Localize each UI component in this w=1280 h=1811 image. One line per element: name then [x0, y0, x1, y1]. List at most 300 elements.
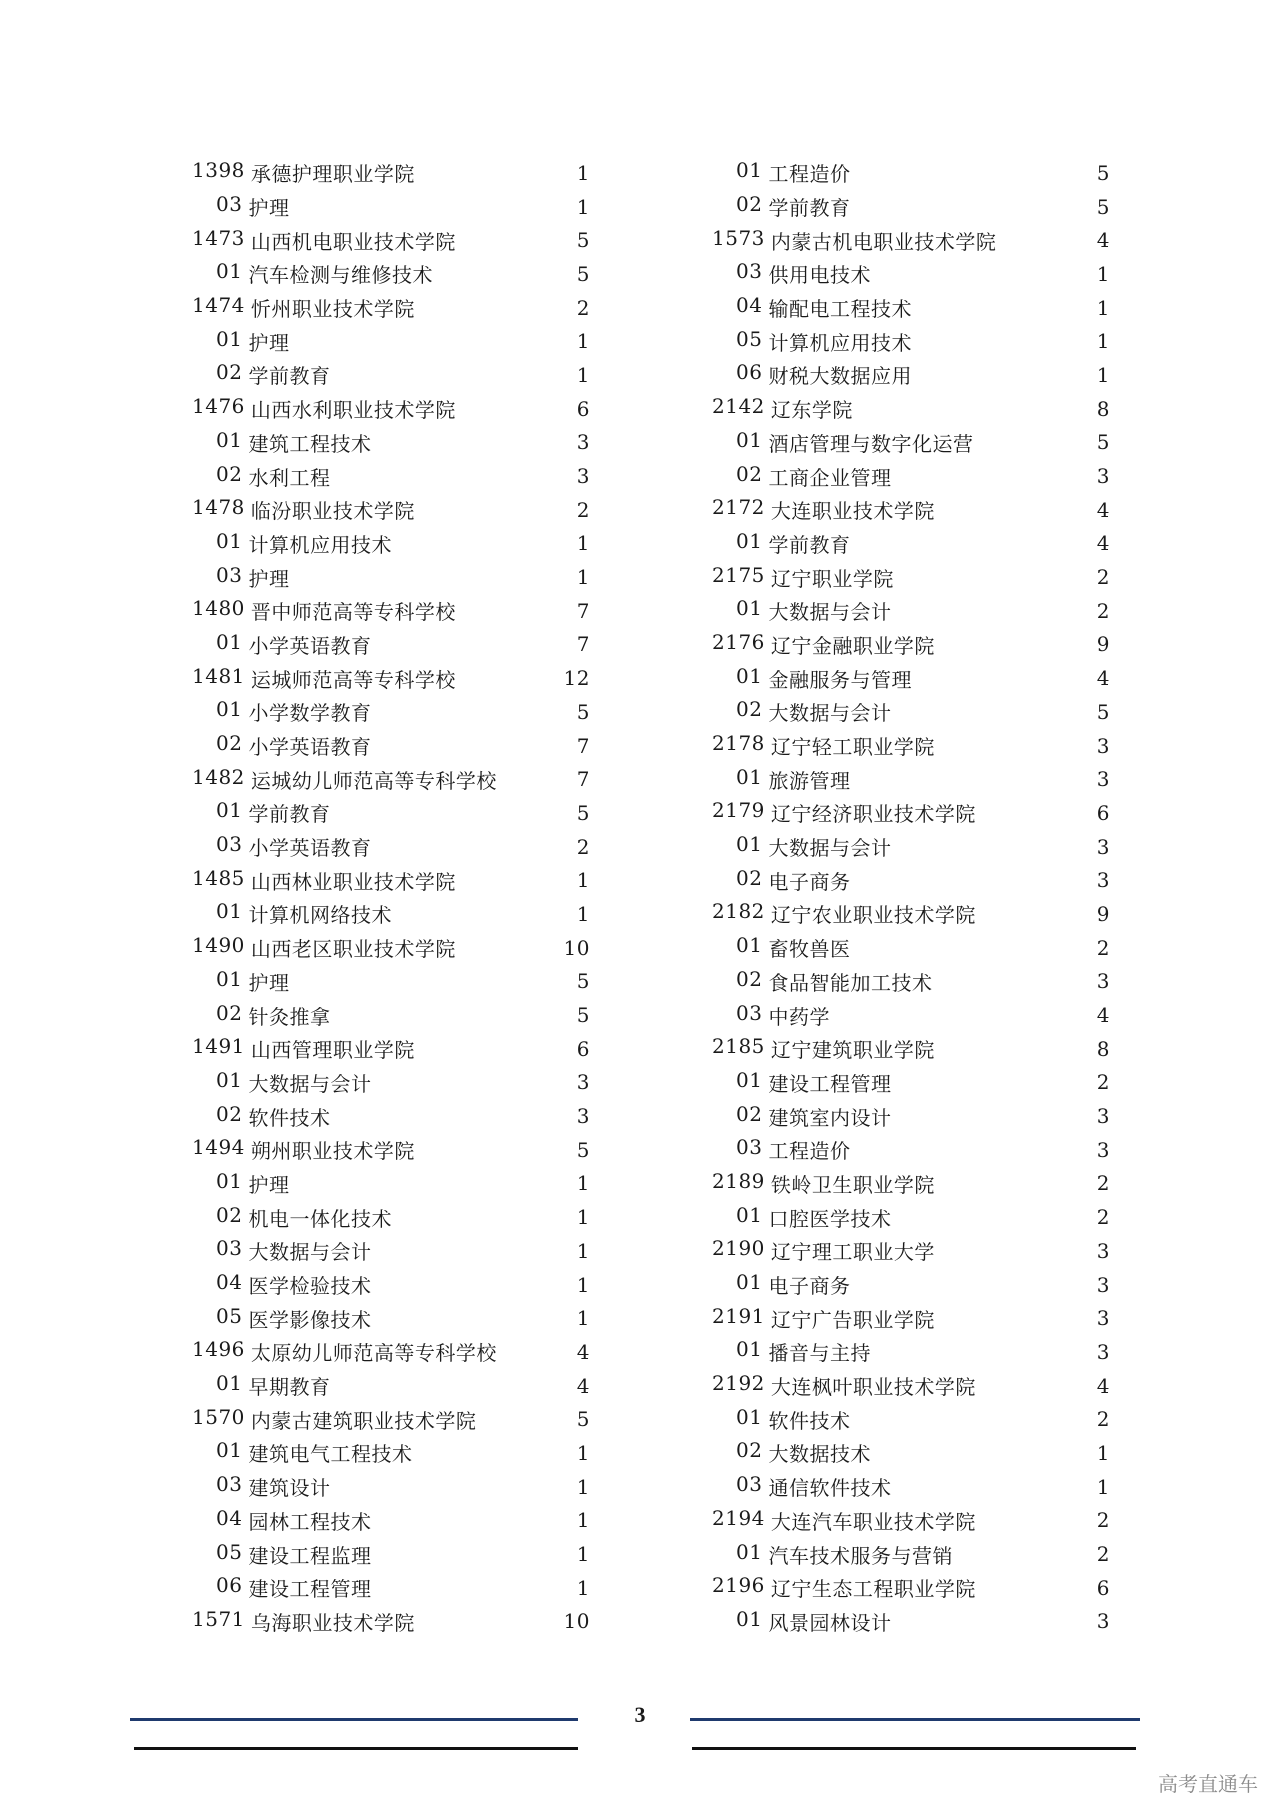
- school-row: [192, 1133, 590, 1167]
- major-name: 软件技术: [768, 1408, 851, 1433]
- school-name: 大连枫叶职业技术学院: [770, 1375, 976, 1400]
- major-name: 学前教育: [768, 532, 851, 557]
- quota-count: 7: [576, 733, 590, 758]
- quota-count: 7: [576, 598, 590, 623]
- major-name: 护理: [248, 970, 290, 995]
- entry-label: [712, 259, 871, 288]
- major-name: 针灸推拿: [248, 1004, 331, 1029]
- major-code: 02: [736, 461, 763, 486]
- school-name: 山西机电职业技术学院: [250, 229, 456, 254]
- school-row: [712, 729, 1110, 763]
- major-code: 03: [216, 192, 243, 217]
- major-row: [192, 1268, 590, 1302]
- school-row: [712, 897, 1110, 931]
- entry-label: [712, 1236, 935, 1265]
- school-row: [192, 291, 590, 325]
- major-row: [192, 1436, 590, 1470]
- school-code: 2178: [712, 731, 765, 756]
- school-row: [712, 628, 1110, 662]
- major-code: 01: [216, 326, 243, 351]
- quota-count: 3: [1096, 767, 1110, 792]
- entry-label: [712, 495, 935, 524]
- quota-count: 5: [1096, 699, 1110, 724]
- major-row: [712, 426, 1110, 460]
- school-name: 辽宁经济职业技术学院: [770, 802, 976, 827]
- quota-count: 3: [1096, 868, 1110, 893]
- major-code: 01: [216, 528, 243, 553]
- quota-count: 3: [576, 1070, 590, 1095]
- major-code: 03: [216, 1236, 243, 1261]
- major-row: [712, 1402, 1110, 1436]
- major-name: 早期教育: [248, 1375, 331, 1400]
- quota-count: 1: [576, 1508, 590, 1533]
- entry-label: [712, 1135, 850, 1164]
- entry-label: [192, 1607, 415, 1636]
- major-name: 口腔医学技术: [768, 1206, 892, 1231]
- major-row: [192, 628, 590, 662]
- entry-label: [192, 495, 415, 524]
- major-name: 小学英语教育: [248, 633, 372, 658]
- major-row: [192, 459, 590, 493]
- school-name: 朔州职业技术学院: [250, 1139, 415, 1164]
- quota-count: 1: [1096, 1440, 1110, 1465]
- school-name: 忻州职业技术学院: [250, 297, 415, 322]
- major-row: [192, 1200, 590, 1234]
- quota-count: 6: [1096, 800, 1110, 825]
- major-code: 01: [216, 427, 243, 452]
- major-code: 02: [736, 1101, 763, 1126]
- quota-count: 1: [576, 1306, 590, 1331]
- entry-label: [192, 832, 371, 861]
- quota-count: 2: [1096, 1508, 1110, 1533]
- quota-count: 4: [1096, 1003, 1110, 1028]
- entry-label: [712, 1203, 891, 1232]
- entry-label: [192, 1540, 371, 1569]
- entry-label: [712, 1607, 891, 1636]
- entry-label: [712, 933, 850, 962]
- entry-label: [192, 664, 456, 693]
- major-code: 01: [736, 1067, 763, 1092]
- major-code: 01: [216, 798, 243, 823]
- major-row: [192, 527, 590, 561]
- major-code: 02: [216, 1000, 243, 1025]
- quota-count: 5: [576, 969, 590, 994]
- major-code: 03: [216, 562, 243, 587]
- right-column: [712, 156, 1110, 1638]
- entry-label: [712, 226, 996, 255]
- school-code: 1573: [712, 225, 765, 250]
- quota-count: 4: [1096, 228, 1110, 253]
- major-row: [712, 527, 1110, 561]
- quota-count: 2: [1096, 1171, 1110, 1196]
- quota-count: 1: [576, 1542, 590, 1567]
- entry-label: [712, 1270, 850, 1299]
- major-code: 01: [736, 596, 763, 621]
- entry-label: [192, 259, 433, 288]
- quota-count: 2: [576, 295, 590, 320]
- school-row: [192, 594, 590, 628]
- entry-label: [712, 1573, 976, 1602]
- entry-label: [712, 1438, 871, 1467]
- major-code: 01: [736, 427, 763, 452]
- major-name: 大数据与会计: [248, 1240, 372, 1265]
- major-row: [192, 1369, 590, 1403]
- page-number: 3: [634, 1702, 646, 1727]
- major-code: 01: [736, 1539, 763, 1564]
- entry-label: [192, 1337, 497, 1366]
- major-name: 小学数学教育: [248, 701, 372, 726]
- entry-label: [712, 798, 976, 827]
- major-row: [712, 762, 1110, 796]
- quota-count: 1: [576, 1272, 590, 1297]
- major-name: 大数据与会计: [248, 1071, 372, 1096]
- school-name: 晋中师范高等专科学校: [250, 600, 456, 625]
- major-name: 水利工程: [248, 465, 331, 490]
- major-name: 中药学: [768, 1004, 830, 1029]
- entry-label: [192, 1001, 330, 1030]
- major-code: 01: [216, 629, 243, 654]
- school-code: 2179: [712, 798, 765, 823]
- school-row: [712, 493, 1110, 527]
- quota-count: 7: [576, 632, 590, 657]
- major-row: [712, 1470, 1110, 1504]
- major-row: [192, 1301, 590, 1335]
- entry-label: [192, 697, 371, 726]
- major-row: [192, 426, 590, 460]
- major-name: 财税大数据应用: [768, 364, 912, 389]
- quota-count: 7: [576, 767, 590, 792]
- major-code: 03: [736, 1000, 763, 1025]
- major-code: 02: [216, 1202, 243, 1227]
- entry-label: [192, 899, 392, 928]
- school-name: 大连职业技术学院: [770, 499, 935, 524]
- major-row: [192, 965, 590, 999]
- school-code: 2142: [712, 394, 765, 419]
- school-code: 2190: [712, 1236, 765, 1261]
- major-row: [192, 1066, 590, 1100]
- entry-label: [192, 1135, 415, 1164]
- entry-label: [192, 1371, 330, 1400]
- quota-count: 5: [1096, 430, 1110, 455]
- entry-label: [192, 1472, 330, 1501]
- entry-label: [712, 327, 912, 356]
- major-name: 供用电技术: [768, 263, 871, 288]
- school-name: 辽宁金融职业学院: [770, 633, 935, 658]
- school-row: [712, 1234, 1110, 1268]
- major-name: 护理: [248, 566, 290, 591]
- entry-label: [712, 1371, 976, 1400]
- school-code: 1476: [192, 394, 245, 419]
- quota-count: 5: [576, 228, 590, 253]
- school-code: 2172: [712, 495, 765, 520]
- quota-count: 3: [576, 430, 590, 455]
- entry-label: [192, 428, 371, 457]
- school-code: 1481: [192, 663, 245, 688]
- school-name: 内蒙古机电职业技术学院: [770, 229, 997, 254]
- major-code: 01: [736, 933, 763, 958]
- entry-label: [192, 798, 330, 827]
- major-name: 建筑设计: [248, 1476, 331, 1501]
- entry-label: [192, 1506, 371, 1535]
- major-code: 01: [736, 1337, 763, 1362]
- major-code: 04: [736, 293, 763, 318]
- major-row: [192, 560, 590, 594]
- major-code: 02: [736, 1438, 763, 1463]
- major-row: [192, 358, 590, 392]
- quota-count: 4: [1096, 1373, 1110, 1398]
- quota-count: 5: [1096, 194, 1110, 219]
- school-code: 2192: [712, 1371, 765, 1396]
- quota-count: 10: [563, 1609, 590, 1634]
- major-name: 通信软件技术: [768, 1476, 892, 1501]
- entry-label: [712, 630, 935, 659]
- entry-label: [192, 1169, 289, 1198]
- quota-count: 1: [576, 1171, 590, 1196]
- school-code: 1571: [192, 1606, 245, 1631]
- major-name: 建筑工程技术: [248, 431, 372, 456]
- quota-count: 3: [1096, 1339, 1110, 1364]
- quota-count: 4: [576, 1373, 590, 1398]
- school-name: 运城师范高等专科学校: [250, 667, 456, 692]
- major-row: [192, 1571, 590, 1605]
- entry-label: [192, 1270, 371, 1299]
- quota-count: 3: [1096, 1609, 1110, 1634]
- entry-label: [712, 360, 912, 389]
- major-code: 03: [736, 1472, 763, 1497]
- major-row: [712, 863, 1110, 897]
- school-code: 2189: [712, 1168, 765, 1193]
- entry-label: [712, 1304, 935, 1333]
- quota-count: 1: [576, 1205, 590, 1230]
- quota-count: 3: [1096, 733, 1110, 758]
- major-row: [712, 324, 1110, 358]
- quota-count: 1: [576, 565, 590, 590]
- school-name: 辽宁广告职业学院: [770, 1307, 935, 1332]
- entry-label: [192, 226, 456, 255]
- major-name: 学前教育: [248, 364, 331, 389]
- quota-count: 1: [576, 194, 590, 219]
- major-row: [192, 190, 590, 224]
- quota-count: 1: [1096, 1474, 1110, 1499]
- quota-count: 2: [576, 497, 590, 522]
- school-row: [192, 223, 590, 257]
- major-row: [192, 1167, 590, 1201]
- major-name: 护理: [248, 1172, 290, 1197]
- major-code: 01: [216, 1168, 243, 1193]
- quota-count: 4: [1096, 531, 1110, 556]
- school-row: [712, 1504, 1110, 1538]
- school-code: 1478: [192, 495, 245, 520]
- major-code: 01: [736, 1270, 763, 1295]
- major-row: [192, 257, 590, 291]
- major-code: 01: [736, 1404, 763, 1429]
- major-name: 计算机应用技术: [768, 330, 912, 355]
- quota-count: 1: [1096, 261, 1110, 286]
- major-code: 04: [216, 1505, 243, 1530]
- entry-label: [712, 731, 935, 760]
- entry-label: [712, 1169, 935, 1198]
- major-row: [192, 695, 590, 729]
- major-row: [192, 998, 590, 1032]
- quota-count: 5: [576, 261, 590, 286]
- school-name: 内蒙古建筑职业技术学院: [250, 1408, 477, 1433]
- major-name: 风景园林设计: [768, 1610, 892, 1635]
- school-name: 辽宁轻工职业学院: [770, 735, 935, 760]
- major-row: [712, 1436, 1110, 1470]
- quota-count: 1: [1096, 295, 1110, 320]
- entry-label: [192, 462, 330, 491]
- school-name: 山西管理职业学院: [250, 1038, 415, 1063]
- major-row: [712, 998, 1110, 1032]
- major-row: [712, 459, 1110, 493]
- entry-label: [712, 899, 976, 928]
- entry-label: [712, 1102, 891, 1131]
- major-row: [712, 257, 1110, 291]
- major-name: 学前教育: [248, 802, 331, 827]
- major-name: 酒店管理与数字化运营: [768, 431, 974, 456]
- major-code: 02: [216, 461, 243, 486]
- entry-label: [712, 563, 894, 592]
- quota-count: 1: [576, 1238, 590, 1263]
- quota-count: 5: [576, 1003, 590, 1028]
- major-name: 汽车检测与维修技术: [248, 263, 433, 288]
- quota-count: 9: [1096, 901, 1110, 926]
- quota-count: 1: [576, 1575, 590, 1600]
- entry-label: [192, 933, 456, 962]
- major-row: [192, 324, 590, 358]
- entry-label: [192, 866, 456, 895]
- major-name: 医学检验技术: [248, 1274, 372, 1299]
- quota-count: 3: [576, 1104, 590, 1129]
- major-row: [712, 291, 1110, 325]
- school-code: 1398: [192, 158, 245, 183]
- school-row: [712, 1167, 1110, 1201]
- school-row: [192, 1032, 590, 1066]
- entry-label: [192, 360, 330, 389]
- quota-count: 3: [1096, 834, 1110, 859]
- major-name: 播音与主持: [768, 1341, 871, 1366]
- footer-line-bottom-left: [134, 1747, 578, 1750]
- major-code: 06: [736, 360, 763, 385]
- school-name: 乌海职业技术学院: [250, 1610, 415, 1635]
- major-code: 01: [216, 1438, 243, 1463]
- quota-count: 3: [1096, 1306, 1110, 1331]
- major-name: 计算机应用技术: [248, 532, 392, 557]
- school-code: 1474: [192, 293, 245, 318]
- school-code: 1482: [192, 764, 245, 789]
- quota-count: 9: [1096, 632, 1110, 657]
- quota-count: 2: [1096, 1070, 1110, 1095]
- entry-label: [712, 192, 850, 221]
- school-row: [192, 1402, 590, 1436]
- quota-count: 3: [1096, 1104, 1110, 1129]
- entry-label: [192, 327, 289, 356]
- quota-count: 3: [576, 464, 590, 489]
- quota-count: 8: [1096, 396, 1110, 421]
- major-row: [192, 1234, 590, 1268]
- school-name: 辽宁农业职业技术学院: [770, 903, 976, 928]
- school-row: [712, 1369, 1110, 1403]
- entry-label: [192, 563, 289, 592]
- major-name: 大数据与会计: [768, 836, 892, 861]
- school-row: [712, 1032, 1110, 1066]
- quota-count: 5: [576, 1407, 590, 1432]
- quota-count: 1: [576, 160, 590, 185]
- school-code: 1496: [192, 1337, 245, 1362]
- entry-label: [712, 1506, 976, 1535]
- entry-label: [192, 1236, 371, 1265]
- major-name: 大数据与会计: [768, 600, 892, 625]
- major-row: [712, 594, 1110, 628]
- major-name: 小学英语教育: [248, 836, 372, 861]
- quota-count: 2: [1096, 935, 1110, 960]
- major-name: 建筑室内设计: [768, 1105, 892, 1130]
- school-code: 2185: [712, 1034, 765, 1059]
- school-row: [192, 931, 590, 965]
- major-name: 大数据与会计: [768, 701, 892, 726]
- major-code: 03: [736, 259, 763, 284]
- entry-label: [712, 664, 912, 693]
- major-code: 04: [216, 1270, 243, 1295]
- school-row: [712, 1301, 1110, 1335]
- quota-count: 1: [576, 531, 590, 556]
- major-name: 护理: [248, 330, 290, 355]
- school-name: 承德护理职业学院: [250, 162, 415, 187]
- major-code: 01: [736, 832, 763, 857]
- quota-count: 1: [576, 362, 590, 387]
- major-row: [712, 190, 1110, 224]
- major-row: [712, 830, 1110, 864]
- major-row: [712, 965, 1110, 999]
- major-code: 01: [216, 1371, 243, 1396]
- quota-count: 5: [1096, 160, 1110, 185]
- school-name: 辽宁理工职业大学: [770, 1240, 935, 1265]
- major-name: 建筑电气工程技术: [248, 1442, 413, 1467]
- entry-label: [192, 765, 497, 794]
- major-code: 01: [216, 966, 243, 991]
- major-row: [192, 1470, 590, 1504]
- major-code: 03: [736, 1135, 763, 1160]
- major-name: 大数据技术: [768, 1442, 871, 1467]
- major-row: [712, 931, 1110, 965]
- major-row: [712, 1537, 1110, 1571]
- quota-count: 12: [563, 666, 590, 691]
- major-code: 05: [216, 1539, 243, 1564]
- entry-label: [192, 1034, 415, 1063]
- entry-label: [192, 1203, 392, 1232]
- major-name: 护理: [248, 196, 290, 221]
- major-name: 学前教育: [768, 196, 851, 221]
- quota-count: 2: [1096, 598, 1110, 623]
- watermark: 高考直通车: [1158, 1772, 1258, 1796]
- school-row: [712, 1571, 1110, 1605]
- major-code: 02: [216, 360, 243, 385]
- school-name: 山西水利职业技术学院: [250, 398, 456, 423]
- major-code: 01: [216, 259, 243, 284]
- quota-count: 3: [1096, 969, 1110, 994]
- entry-label: [712, 428, 973, 457]
- school-row: [712, 392, 1110, 426]
- major-name: 计算机网络技术: [248, 903, 392, 928]
- school-row: [192, 156, 590, 190]
- quota-count: 5: [576, 699, 590, 724]
- entry-label: [712, 1034, 935, 1063]
- major-row: [712, 661, 1110, 695]
- entry-label: [192, 1573, 371, 1602]
- quota-count: 1: [1096, 362, 1110, 387]
- quota-count: 2: [1096, 1407, 1110, 1432]
- school-code: 1485: [192, 865, 245, 890]
